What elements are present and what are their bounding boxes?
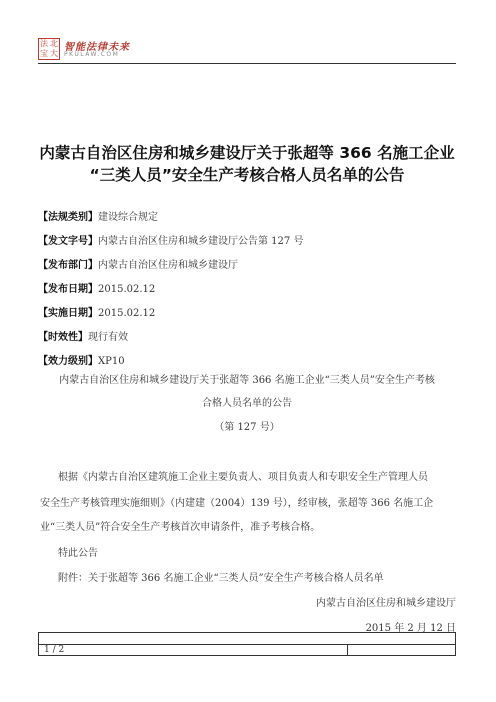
- logo-slogan: 智能法律未来: [64, 42, 130, 53]
- footer-row-divider: [39, 644, 455, 645]
- seal-char: 北: [50, 39, 58, 48]
- logo-seal-icon: [38, 38, 60, 60]
- meta-category: [38, 208, 158, 223]
- body-paragraph-line3: 业“三类人员”符合安全生产考核首次申请条件，准予考核合格。: [40, 522, 321, 533]
- meta-docno: [38, 232, 303, 247]
- meta-dept: [38, 256, 238, 271]
- seal-char: 大: [50, 49, 58, 58]
- meta-label: 【法规类别】: [38, 212, 98, 223]
- meta-validity: [38, 328, 128, 343]
- meta-value: 现行有效: [88, 332, 128, 343]
- meta-label: 【效力级别】: [38, 356, 98, 367]
- meta-label: 【发文字号】: [38, 236, 98, 247]
- header-divider: [38, 63, 456, 64]
- doc-title-line1: 内蒙古自治区住房和城乡建设厅关于张超等 366 名施工企业: [39, 144, 455, 162]
- footer-table: [38, 632, 456, 656]
- meta-value: 建设综合规定: [98, 212, 158, 223]
- notice-text: 特此公告: [58, 548, 98, 559]
- footer-col-divider: [347, 644, 348, 655]
- meta-effdate: [38, 304, 155, 319]
- doc-title-line2: “三类人员”安全生产考核合格人员名单的公告: [89, 166, 405, 184]
- seal-char: 法: [40, 39, 48, 48]
- body-paragraph-line1: 根据《内蒙古自治区建筑施工企业主要负责人、项目负责人和专职安全生产管理人员: [58, 472, 428, 483]
- meta-pubdate: [38, 280, 155, 295]
- page-indicator: 1 / 2: [44, 645, 65, 655]
- meta-label: 【时效性】: [38, 332, 88, 343]
- meta-value: 2015.02.12: [98, 308, 156, 319]
- seal-char: 宝: [40, 49, 48, 58]
- meta-label: 【发布日期】: [38, 284, 98, 295]
- meta-value: 2015.02.12: [98, 284, 156, 295]
- body-paragraph-line2: 安全生产考核管理实施细则》（内建建（2004）139 号），经审核，张超等 366 名施工企: [40, 498, 434, 509]
- meta-value: XP10: [98, 356, 125, 367]
- body-heading-line2: 合格人员名单的公告: [202, 398, 292, 409]
- meta-value: 内蒙古自治区住房和城乡建设厅: [98, 260, 238, 271]
- meta-value: 内蒙古自治区住房和城乡建设厅公告第 127 号: [98, 236, 304, 247]
- body-heading-line1: 内蒙古自治区住房和城乡建设厅关于张超等 366 名施工企业“三类人员”安全生产考核: [59, 375, 435, 386]
- meta-label: 【实施日期】: [38, 308, 98, 319]
- logo-url: PKULAW.COM: [64, 51, 120, 58]
- meta-label: 【发布部门】: [38, 260, 98, 271]
- meta-level: [38, 352, 125, 367]
- pkulaw-logo: [38, 38, 178, 62]
- signer: 内蒙古自治区住房和城乡建设厅: [316, 598, 456, 609]
- attachment-text: 附件：关于张超等 366 名施工企业“三类人员”安全生产考核合格人员名单: [58, 573, 384, 584]
- sign-date: 2015 年 2 月 12 日: [365, 623, 456, 634]
- announcement-number: （第 127 号）: [214, 422, 280, 433]
